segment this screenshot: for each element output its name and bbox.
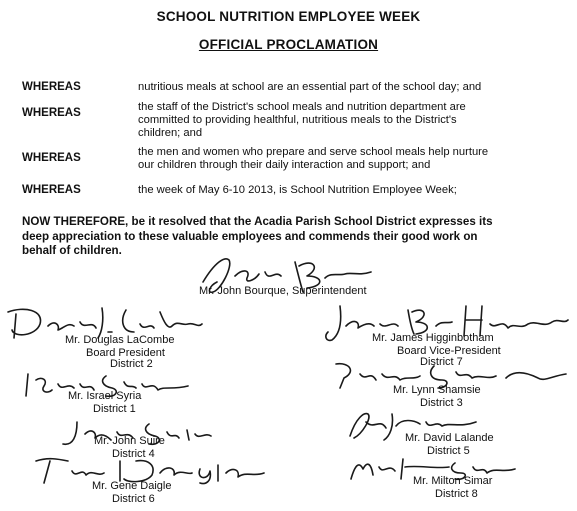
- signatory-name: Mr. Israel Syria: [68, 390, 142, 402]
- signatory-district-7: [420, 356, 463, 369]
- signatory-suire: [94, 435, 165, 460]
- signatory-name: Mr. Douglas LaCombe: [65, 334, 175, 346]
- signatory-lalande: [405, 432, 494, 457]
- whereas-text-4: [138, 184, 558, 197]
- whereas-line: the staff of the District's school meals and nutrition department are: [138, 101, 466, 113]
- signatory-title: Board President: [86, 346, 165, 359]
- signatory-name: Mr. James Higginbotham: [372, 332, 494, 344]
- signatory-title: District 2: [110, 358, 153, 370]
- signatory-title: District 3: [420, 396, 463, 409]
- signatory-lacombe: [65, 334, 174, 359]
- signatory-district-2: [110, 358, 153, 371]
- signatory-title: District 4: [112, 447, 155, 460]
- whereas-line: the men and women who prepare and serve school meals help nurture: [138, 146, 489, 158]
- resolution-line: NOW THEREFORE, be it resolved that the Acadia Parish School District expresses its: [22, 215, 493, 228]
- signatory-name: Mr. Gene Daigle: [92, 480, 172, 492]
- signatory-name: Mr. John Suire: [94, 435, 165, 447]
- whereas-label-2: WHEREAS: [22, 107, 81, 119]
- signatory-daigle: [92, 480, 171, 505]
- resolution-line: behalf of children.: [22, 244, 122, 257]
- document-subheading: OFFICIAL PROCLAMATION: [198, 37, 379, 52]
- whereas-text-2: [138, 101, 558, 140]
- whereas-line: nutritious meals at school are an essential part of the school day; and: [138, 81, 482, 93]
- signatory-name: Mr. Milton Simar: [413, 475, 493, 487]
- signatory-title: Board Vice-President: [397, 344, 501, 357]
- signatory-name: Mr. John Bourque, Superintendent: [199, 285, 367, 297]
- document-heading: SCHOOL NUTRITION EMPLOYEE WEEK: [156, 9, 421, 24]
- whereas-label-1: WHEREAS: [22, 81, 81, 93]
- whereas-line: our children through their daily interaction and support; and: [138, 159, 431, 171]
- signatory-name: Mr. David Lalande: [405, 432, 494, 444]
- signatory-superintendent: [199, 285, 367, 298]
- whereas-line: the week of May 6-10 2013, is School Nutrition Employee Week;: [138, 184, 457, 196]
- whereas-text-1: [138, 81, 558, 94]
- whereas-line: children; and: [138, 127, 203, 139]
- whereas-label-4: WHEREAS: [22, 184, 81, 196]
- signatory-syria: [68, 390, 141, 415]
- whereas-line: committed to providing healthful, nutritious meals to the District's: [138, 114, 457, 126]
- signatory-higginbotham: [372, 332, 501, 357]
- signatory-title: District 8: [435, 487, 478, 500]
- signatory-shamsie: [393, 384, 481, 409]
- signatory-title: District 6: [112, 492, 155, 505]
- signatory-simar: [413, 475, 492, 500]
- signatory-name: Mr. Lynn Shamsie: [393, 384, 481, 396]
- signatory-title: District 5: [427, 444, 470, 457]
- whereas-text-3: [138, 146, 558, 172]
- resolution-line: deep appreciation to these valuable employees and commends their good work on: [22, 229, 478, 243]
- signatory-title: District 1: [93, 402, 136, 415]
- signatory-title: District 7: [420, 356, 463, 368]
- whereas-label-3: WHEREAS: [22, 152, 81, 164]
